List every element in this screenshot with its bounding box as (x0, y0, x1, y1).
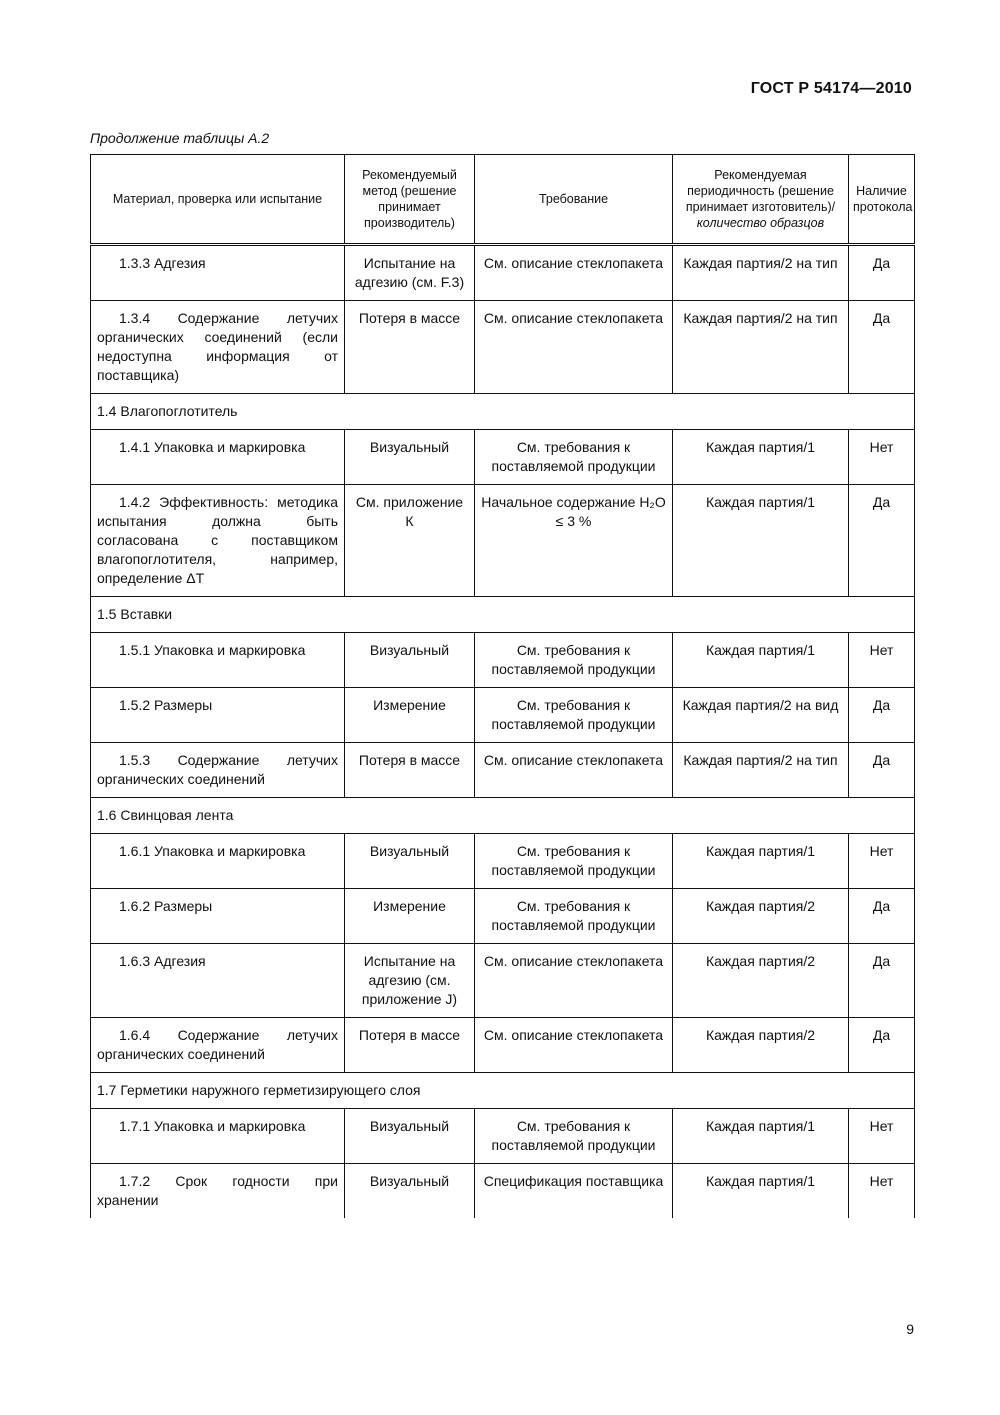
cell-material (91, 245, 345, 301)
cell-requirement: См. требования к поставляемой продукции (475, 1109, 673, 1164)
cell-material (91, 485, 345, 597)
document-code: ГОСТ Р 54174—2010 (750, 80, 912, 97)
cell-frequency: Каждая партия/2 на вид (673, 688, 849, 743)
cell-method: Испытание на адгезию (см. F.3) (345, 245, 475, 301)
material-text: 1.6.3 Адгезия (119, 953, 206, 969)
cell-frequency: Каждая партия/1 (673, 633, 849, 688)
table-row (91, 944, 915, 1018)
cell-protocol: Да (849, 485, 915, 597)
table-row (91, 430, 915, 485)
cell-material (91, 834, 345, 889)
section-title: 1.7 Герметики наружного герметизирующего слоя (91, 1073, 915, 1109)
cell-method: Визуальный (345, 1164, 475, 1219)
cell-frequency: Каждая партия/2 на тип (673, 245, 849, 301)
material-text: 1.5.3 Содержание летучих органических соединений (97, 752, 338, 787)
cell-protocol: Нет (849, 1109, 915, 1164)
cell-protocol: Да (849, 301, 915, 394)
table-row (91, 889, 915, 944)
cell-protocol: Да (849, 245, 915, 301)
material-text: 1.3.3 Адгезия (119, 255, 206, 271)
table-section-row (91, 597, 915, 633)
table-caption: Продолжение таблицы А.2 (90, 130, 270, 146)
cell-frequency: Каждая партия/2 на тип (673, 301, 849, 394)
cell-protocol: Нет (849, 633, 915, 688)
material-text: 1.6.1 Упаковка и маркировка (119, 843, 306, 859)
column-header-frequency-samples: количество образцов (696, 216, 825, 230)
section-title: 1.5 Вставки (91, 597, 915, 633)
table-row (91, 485, 915, 597)
cell-material (91, 688, 345, 743)
cell-requirement: См. описание стеклопакета (475, 245, 673, 301)
cell-method: Визуальный (345, 834, 475, 889)
cell-method: Испытание на адгезию (см. приложение J) (345, 944, 475, 1018)
cell-protocol: Да (849, 743, 915, 798)
cell-requirement: См. требования к поставляемой продукции (475, 688, 673, 743)
cell-method: Визуальный (345, 633, 475, 688)
table-body (91, 245, 915, 1219)
table-row (91, 688, 915, 743)
material-text: 1.3.4 Содержание летучих органических соединений (если недоступна информация от поставщика) (97, 310, 338, 383)
page-number: 9 (906, 1321, 914, 1337)
cell-protocol: Да (849, 688, 915, 743)
section-title: 1.6 Свинцовая лента (91, 798, 915, 834)
column-header-requirement: Требование (475, 155, 673, 245)
table-section-row (91, 394, 915, 430)
table-row (91, 245, 915, 301)
cell-protocol: Нет (849, 1164, 915, 1219)
cell-method: Измерение (345, 889, 475, 944)
material-text: 1.4.2 Эффективность: методика испытания должна быть согласована с поставщиком влагопоглотителя, например, определение ΔT (97, 494, 338, 586)
cell-protocol: Да (849, 889, 915, 944)
cell-material (91, 633, 345, 688)
cell-frequency: Каждая партия/1 (673, 430, 849, 485)
cell-frequency: Каждая партия/2 (673, 1018, 849, 1073)
table-header-row (91, 155, 915, 245)
cell-frequency: Каждая партия/1 (673, 1164, 849, 1219)
table-row (91, 1164, 915, 1219)
cell-frequency: Каждая партия/1 (673, 1109, 849, 1164)
cell-frequency: Каждая партия/1 (673, 485, 849, 597)
cell-requirement: См. описание стеклопакета (475, 944, 673, 1018)
cell-method: Визуальный (345, 430, 475, 485)
material-text: 1.5.2 Размеры (119, 697, 213, 713)
cell-material (91, 1164, 345, 1219)
cell-material (91, 1109, 345, 1164)
cell-requirement: См. требования к поставляемой продукции (475, 834, 673, 889)
table-row (91, 1109, 915, 1164)
table-row (91, 743, 915, 798)
cell-material (91, 889, 345, 944)
table-row (91, 1018, 915, 1073)
table-section-row (91, 798, 915, 834)
cell-protocol: Нет (849, 834, 915, 889)
cell-requirement: См. описание стеклопакета (475, 743, 673, 798)
cell-material (91, 430, 345, 485)
cell-material (91, 1018, 345, 1073)
cell-method: См. приложение К (345, 485, 475, 597)
material-text: 1.6.4 Содержание летучих органических соединений (97, 1027, 338, 1062)
column-header-frequency-text: Рекомендуемая периодичность (решение принимает изготовитель)/ (685, 168, 836, 214)
table-section-row (91, 1073, 915, 1109)
cell-requirement: См. описание стеклопакета (475, 301, 673, 394)
material-text: 1.6.2 Размеры (119, 898, 213, 914)
cell-protocol: Нет (849, 430, 915, 485)
cell-frequency: Каждая партия/2 (673, 889, 849, 944)
cell-protocol: Да (849, 944, 915, 1018)
table-row (91, 301, 915, 394)
cell-requirement: Начальное содержание H₂O ≤ 3 % (475, 485, 673, 597)
material-text: 1.7.1 Упаковка и маркировка (119, 1118, 306, 1134)
cell-frequency: Каждая партия/1 (673, 834, 849, 889)
column-header-method: Рекомендуемый метод (решение принимает производитель) (345, 155, 475, 245)
column-header-protocol: Наличие протокола (849, 155, 915, 245)
column-header-material: Материал, проверка или испытание (91, 155, 345, 245)
cell-method: Визуальный (345, 1109, 475, 1164)
table-row (91, 834, 915, 889)
cell-method: Измерение (345, 688, 475, 743)
material-text: 1.5.1 Упаковка и маркировка (119, 642, 306, 658)
material-text: 1.4.1 Упаковка и маркировка (119, 439, 306, 455)
table-row (91, 633, 915, 688)
material-text: 1.7.2 Срок годности при хранении (97, 1173, 338, 1208)
cell-requirement: См. требования к поставляемой продукции (475, 633, 673, 688)
cell-requirement: См. описание стеклопакета (475, 1018, 673, 1073)
cell-method: Потеря в массе (345, 1018, 475, 1073)
cell-frequency: Каждая партия/2 на тип (673, 743, 849, 798)
cell-frequency: Каждая партия/2 (673, 944, 849, 1018)
cell-material (91, 944, 345, 1018)
requirements-table (90, 154, 915, 1218)
column-header-frequency (673, 155, 849, 245)
cell-requirement: См. требования к поставляемой продукции (475, 430, 673, 485)
cell-requirement: См. требования к поставляемой продукции (475, 889, 673, 944)
cell-material (91, 301, 345, 394)
cell-protocol: Да (849, 1018, 915, 1073)
cell-method: Потеря в массе (345, 301, 475, 394)
cell-material (91, 743, 345, 798)
cell-requirement: Спецификация поставщика (475, 1164, 673, 1219)
cell-method: Потеря в массе (345, 743, 475, 798)
section-title: 1.4 Влагопоглотитель (91, 394, 915, 430)
